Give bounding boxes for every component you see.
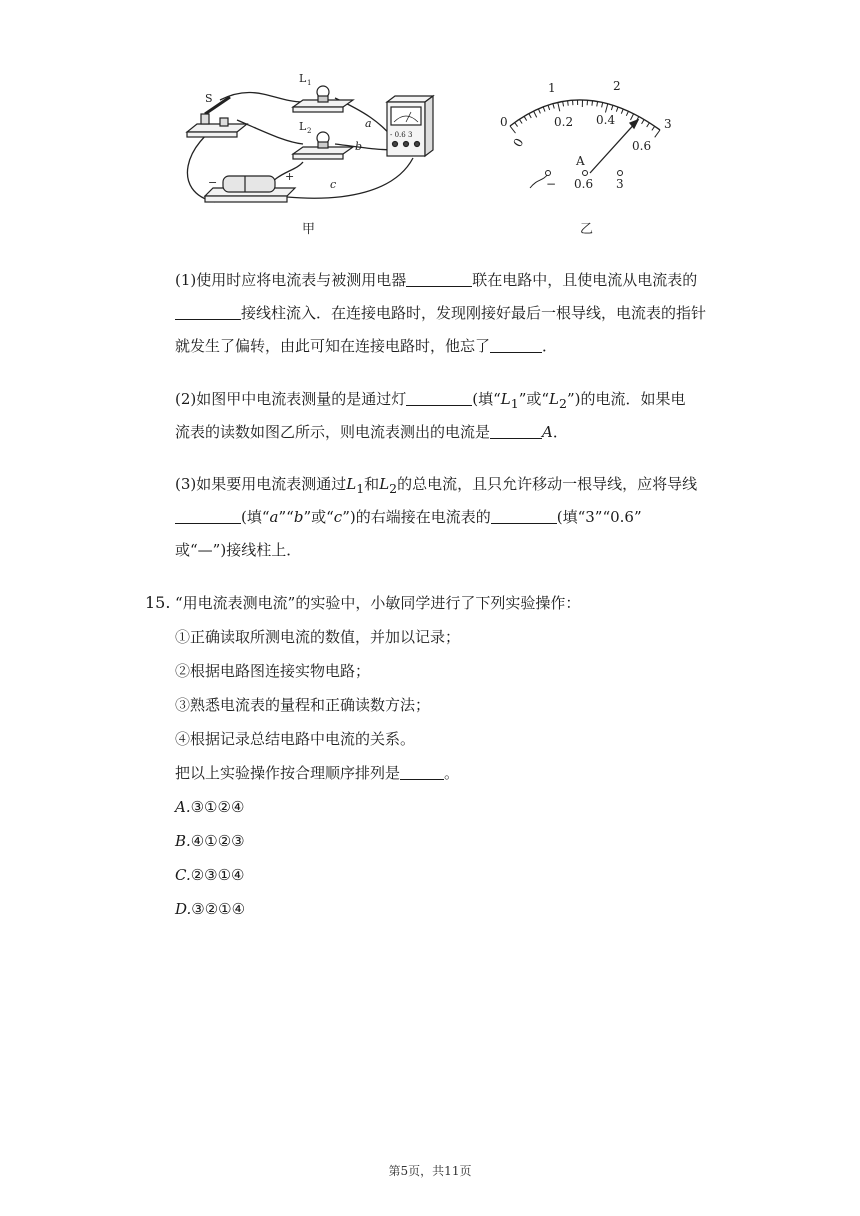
answer-blank[interactable] xyxy=(400,763,444,780)
dial-tick xyxy=(597,102,598,107)
dial-tick xyxy=(558,102,560,111)
answer-blank[interactable] xyxy=(175,303,241,320)
battery xyxy=(205,176,295,202)
terminal-3: 3 xyxy=(616,177,624,191)
dial-tick xyxy=(543,107,545,112)
q15-ask: 把以上实验操作按合理顺序排列是 。 xyxy=(175,764,460,782)
wire-b-label: b xyxy=(355,140,363,153)
dial-pointer xyxy=(590,120,638,173)
dial-tick xyxy=(602,103,603,108)
q15-stem: “用电流表测电流”的实验中，小敏同学进行了下列实验操作： xyxy=(175,594,581,612)
dial-tick xyxy=(655,130,660,137)
ammeter xyxy=(387,96,433,156)
dial-tick xyxy=(621,109,623,114)
scale-bottom-06: 0.6 xyxy=(632,139,652,153)
dial-tick xyxy=(548,105,550,110)
meter-terminal-labels: - 0.6 3 xyxy=(390,131,413,139)
scale-bottom-02: 0.2 xyxy=(554,115,574,129)
q14-part1-line2: 接线柱流入．在连接电路时，发现刚接好最后一根导线，电流表的指针 xyxy=(175,303,706,323)
answer-blank[interactable] xyxy=(491,507,557,524)
dial-tick xyxy=(515,123,518,127)
q15-option-c[interactable]: C.②③①④ xyxy=(175,866,245,884)
scale-top-2: 2 xyxy=(613,79,621,93)
dial-tick xyxy=(553,104,554,109)
q15-step-1: ①正确读取所测电流的数值，并加以记录； xyxy=(175,628,461,646)
dial-tick xyxy=(605,104,607,113)
q14-part2-line1: (2)如图甲中电流表测量的是通过灯 (填“$L_1$”或“$L_2$”)的电流．如果电 xyxy=(175,390,686,411)
dial-tick xyxy=(510,126,515,133)
answer-blank[interactable] xyxy=(406,389,472,406)
switch xyxy=(187,97,247,137)
lamp2-label: L xyxy=(299,120,307,133)
dial-tick xyxy=(568,101,569,106)
svg-text:2: 2 xyxy=(307,127,312,135)
ammeter-dial-yi xyxy=(490,78,690,208)
battery-plus: + xyxy=(285,170,295,183)
dial-tick xyxy=(529,114,531,118)
q14-part1-line1: (1)使用时应将电流表与被测用电器 联在电路中，且使电流从电流表的 xyxy=(175,271,698,289)
dial-tick xyxy=(563,101,564,106)
circuit-diagram-jia xyxy=(175,62,445,212)
q15-step-2: ②根据电路图连接实物电路； xyxy=(175,662,371,680)
q15-step-4: ④根据记录总结电路中电流的关系。 xyxy=(175,730,416,748)
dial-tick xyxy=(534,111,537,117)
dial-tick xyxy=(626,111,628,116)
scale-top-1: 1 xyxy=(548,81,556,95)
dial-tick xyxy=(524,116,527,120)
dial-tick xyxy=(538,109,540,114)
dial-tick xyxy=(519,119,522,123)
page-footer: 第5页，共11页 xyxy=(388,1164,472,1178)
switch-label: S xyxy=(205,92,213,105)
q14-part3-line2: (填“a”“b”或“c”)的右端接在电流表的 (填“3”“0.6” xyxy=(175,507,642,527)
scale-top-0: 0 xyxy=(500,115,508,129)
figure-caption-jia: 甲 xyxy=(302,222,316,237)
dial-tick xyxy=(630,114,633,120)
scale-bottom-0: 0 xyxy=(510,135,527,150)
lamp1-label: L xyxy=(299,72,307,85)
svg-text:1: 1 xyxy=(307,79,312,87)
dial-tick xyxy=(647,123,650,127)
answer-blank[interactable] xyxy=(175,507,241,524)
wire-c-label: c xyxy=(330,178,337,191)
dial-tick xyxy=(652,126,655,130)
terminal-unit: A xyxy=(576,154,585,168)
battery-minus: − xyxy=(208,176,218,189)
figure-caption-yi: 乙 xyxy=(580,222,594,237)
q15-option-b[interactable]: B.④①②③ xyxy=(175,832,245,850)
q15-option-a[interactable]: A.③①②④ xyxy=(175,798,245,816)
answer-blank[interactable] xyxy=(490,336,542,353)
q14-part3-line1: (3)如果要用电流表测通过$L_1$和$L_2$的总电流，且只允许移动一根导线，应将导线 xyxy=(175,475,698,496)
terminal-06: 0.6 xyxy=(574,177,594,191)
terminal-minus: − xyxy=(546,177,557,191)
q15-step-3: ③熟悉电流表的量程和正确读数方法； xyxy=(175,696,431,714)
scale-bottom-04: 0.4 xyxy=(596,113,616,127)
q15-number: 15. xyxy=(145,593,171,612)
q15-option-d[interactable]: D.③②①④ xyxy=(175,900,246,918)
dial-tick xyxy=(642,120,645,124)
answer-blank[interactable] xyxy=(490,422,542,439)
lamp-l1 xyxy=(293,86,353,112)
wire-a-label: a xyxy=(365,117,372,130)
q14-part3-line3: 或“—”)接线柱上． xyxy=(175,541,302,559)
answer-blank[interactable] xyxy=(406,270,472,287)
dial-tick xyxy=(611,105,613,110)
dial-tick xyxy=(616,107,618,112)
q14-part1-line3: 就发生了偏转，由此可知在连接电路时，他忘了 ． xyxy=(175,337,558,355)
scale-top-3: 3 xyxy=(664,117,672,131)
q14-part2-line2: 流表的读数如图乙所示，则电流表测出的电流是 A． xyxy=(175,423,568,441)
dial-tick xyxy=(592,101,593,106)
